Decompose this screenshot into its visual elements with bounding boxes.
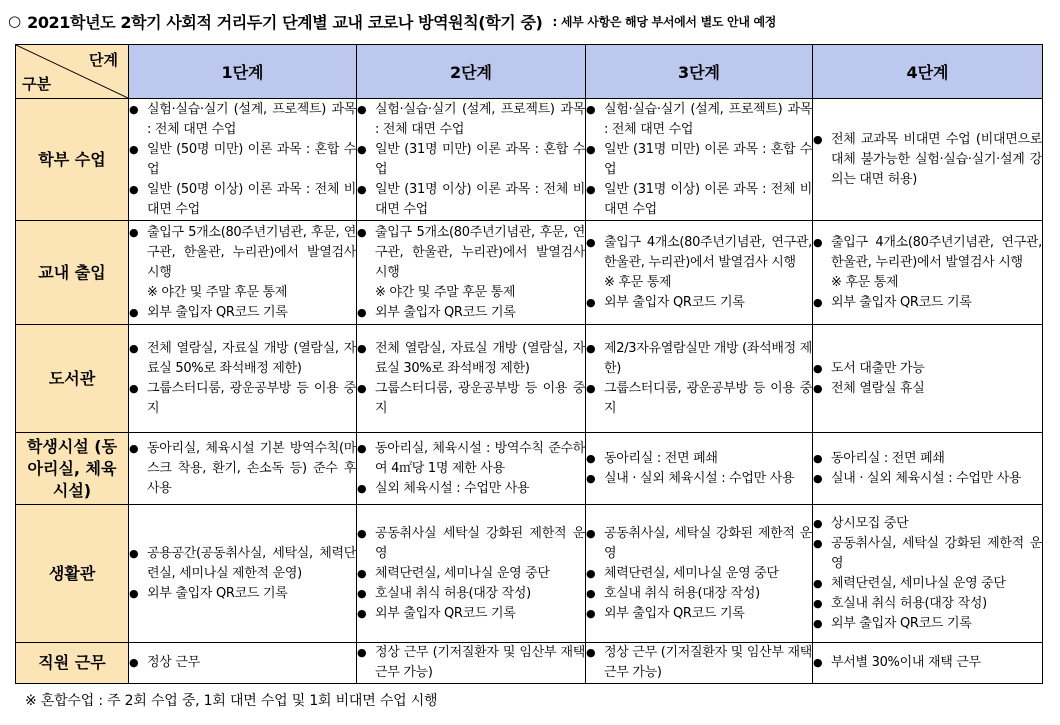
bullet-list (357, 643, 585, 683)
stage-cell (129, 325, 357, 433)
list-item: ● 그룹스터디룸, 광운공부방 등 이용 중지 (586, 379, 812, 419)
list-item: ● 외부 출입자 QR코드 기록 (813, 614, 1042, 634)
bullet-list (586, 524, 812, 624)
list-item: ● 일반 (31명 미만) 이론 과목 : 혼합 수업 (357, 140, 585, 180)
bullet-list (357, 524, 585, 624)
stage-cell (586, 325, 813, 433)
list-item: ● 전체 열람실, 자료실 개방 (열람실, 자료실 50%로 좌석배정 제한) (129, 339, 356, 379)
stage-header-3: 3단계 (586, 45, 813, 99)
bullet-list (586, 643, 812, 683)
bullet-list (813, 233, 1042, 273)
bullet-list (357, 303, 585, 323)
list-item: ● 일반 (50명 미만) 이론 과목 : 혼합 수업 (129, 140, 356, 180)
table-row (16, 99, 1043, 221)
table-row (16, 643, 1043, 684)
list-item: ● 도서 대출만 가능 (813, 359, 1042, 379)
stage-cell (129, 643, 357, 684)
stage-cell (357, 643, 586, 684)
list-item: ● 일반 (31명 이상) 이론 과목 : 전체 비대면 수업 (357, 180, 585, 220)
table-row (16, 505, 1043, 643)
list-item: ● 실험·실습·실기 (설계, 프로젝트) 과목 : 전체 대면 수업 (357, 100, 585, 140)
circle-bullet-icon: ○ (8, 11, 22, 30)
bullet-list (129, 653, 356, 673)
list-item: ● 호실내 취식 허용(대장 작성) (813, 594, 1042, 614)
list-item: ● 정상 근무 (129, 653, 356, 673)
list-item: ● 실험·실습·실기 (설계, 프로젝트) 과목 : 전체 대면 수업 (586, 100, 812, 140)
list-item: ● 전체 열람실, 자료실 개방 (열람실, 자료실 30%로 좌석배정 제한) (357, 339, 585, 379)
stage-cell (813, 325, 1043, 433)
stage-cell (357, 221, 586, 325)
bullet-list (129, 439, 356, 499)
stage-cell (813, 221, 1043, 325)
list-item: ● 출입구 5개소(80주년기념관, 후문, 연구관, 한울관, 누리관)에서 발열검사 시행 (357, 223, 585, 283)
stage-cell (813, 505, 1043, 643)
list-item: ● 호실내 취식 허용(대장 작성) (586, 584, 812, 604)
bullet-list (129, 339, 356, 419)
footnote: ※ 혼합수업 : 주 2회 수업 중, 1회 대면 수업 및 1회 비대면 수업 시행 (25, 693, 438, 709)
row-label: 생활관 (16, 505, 129, 643)
list-item: ● 공동취사실, 세탁실 강화된 제한적 운영 (813, 534, 1042, 574)
bullet-list (813, 359, 1042, 399)
list-item: ● 외부 출입자 QR코드 기록 (357, 303, 585, 323)
list-item: ● 실내 · 실외 체육시설 : 수업만 사용 (813, 469, 1042, 489)
bullet-list (813, 293, 1042, 313)
stage-cell (586, 433, 813, 505)
list-item: ● 실외 체육시설 : 수업만 사용 (357, 479, 585, 499)
bullet-list (586, 100, 812, 220)
stage-cell (586, 221, 813, 325)
bullet-list (357, 339, 585, 419)
stage-cell (129, 505, 357, 643)
list-item: ● 외부 출입자 QR코드 기록 (129, 584, 356, 604)
note-text: ※ 야간 및 주말 후문 통제 (147, 284, 288, 300)
note-text: ※ 후문 통제 (831, 274, 899, 290)
list-item: ● 체력단련실, 세미나실 운영 중단 (357, 564, 585, 584)
list-item: ● 제2/3자유열람실만 개방 (좌석배정 제한) (586, 339, 812, 379)
bullet-list (813, 449, 1042, 489)
list-item: ● 호실내 취식 허용(대장 작성) (357, 584, 585, 604)
list-item: ● 동아리실, 체육시설 : 방역수칙 준수하여 4㎡당 1명 제한 사용 (357, 439, 585, 479)
stage-cell (586, 643, 813, 684)
bullet-list (357, 439, 585, 499)
row-label: 교내 출입 (16, 221, 129, 325)
list-item: ● 공동취사실, 세탁실 강화된 제한적 운영 (586, 524, 812, 564)
stage-axis-label: 단계 (89, 51, 118, 69)
note-text: ※ 후문 통제 (604, 274, 672, 290)
bullet-list (357, 223, 585, 283)
row-label: 도서관 (16, 325, 129, 433)
list-item: ● 실험·실습·실기 (설계, 프로젝트) 과목 : 전체 대면 수업 (129, 100, 356, 140)
bullet-list (813, 653, 1042, 673)
stage-cell (357, 325, 586, 433)
list-item: ● 공동취사실 세탁실 강화된 제한적 운영 (357, 524, 585, 564)
list-item: ● 출입구 4개소(80주년기념관, 연구관, 한울관, 누리관)에서 발열검사 시행 (813, 233, 1042, 273)
list-item: ● 정상 근무 (기저질환자 및 임산부 재택근무 가능) (586, 643, 812, 683)
bullet-list (129, 303, 356, 323)
stage-cell (813, 643, 1043, 684)
list-item: ● 체력단련실, 세미나실 운영 중단 (813, 574, 1042, 594)
bullet-list (813, 130, 1042, 190)
list-item: ● 외부 출입자 QR코드 기록 (357, 604, 585, 624)
stage-cell (813, 433, 1043, 505)
list-item: ● 일반 (31명 이상) 이론 과목 : 전체 비대면 수업 (586, 180, 812, 220)
category-axis-label: 구분 (22, 75, 51, 93)
list-item: ● 동아리실 : 전면 폐쇄 (586, 449, 812, 469)
list-item: ● 부서별 30%이내 재택 근무 (813, 653, 1042, 673)
bullet-list (129, 223, 356, 283)
note-text: ※ 야간 및 주말 후문 통제 (375, 284, 516, 300)
list-item: ● 출입구 5개소(80주년기념관, 후문, 연구관, 한울관, 누리관)에서 발열검사 시행 (129, 223, 356, 283)
stage-cell (129, 99, 357, 221)
list-item: ● 상시모집 중단 (813, 514, 1042, 534)
stage-cell (586, 505, 813, 643)
policy-table (15, 44, 1043, 684)
bullet-list (129, 100, 356, 220)
row-label: 학생시설 (동아리실, 체육시설) (16, 433, 129, 505)
list-item: ● 공용공간(공동취사실, 세탁실, 체력단련실, 세미나실 제한적 운영) (129, 544, 356, 584)
list-item: ● 실내 · 실외 체육시설 : 수업만 사용 (586, 469, 812, 489)
document-title (8, 8, 1052, 34)
table-row (16, 325, 1043, 433)
list-item: ● 외부 출입자 QR코드 기록 (129, 303, 356, 323)
list-item: ● 일반 (31명 미만) 이론 과목 : 혼합 수업 (586, 140, 812, 180)
bullet-list (586, 449, 812, 489)
list-item: ● 외부 출입자 QR코드 기록 (586, 604, 812, 624)
list-item: ● 동아리실 : 전면 폐쇄 (813, 449, 1042, 469)
stage-cell (129, 433, 357, 505)
stage-header-4: 4단계 (813, 45, 1043, 99)
header-row (16, 45, 1043, 99)
bullet-list (357, 100, 585, 220)
table-row (16, 221, 1043, 325)
stage-header-2: 2단계 (357, 45, 586, 99)
stage-cell (129, 221, 357, 325)
title-subtitle: : 세부 사항은 해당 부서에서 별도 안내 예정 (552, 14, 777, 29)
stage-cell (586, 99, 813, 221)
bullet-list (129, 544, 356, 604)
corner-header (16, 45, 129, 99)
bullet-list (586, 233, 812, 273)
stage-cell (357, 99, 586, 221)
row-label: 직원 근무 (16, 643, 129, 684)
list-item: ● 일반 (50명 이상) 이론 과목 : 전체 비대면 수업 (129, 180, 356, 220)
table-row (16, 433, 1043, 505)
title-main: 2021학년도 2학기 사회적 거리두기 단계별 교내 코로나 방역원칙(학기 중) (27, 12, 543, 32)
list-item: ● 전체 교과목 비대면 수업 (비대면으로 대체 불가능한 실험·실습·실기·설계 강의는 대면 허용) (813, 130, 1042, 190)
stage-header-1: 1단계 (129, 45, 357, 99)
list-item: ● 체력단련실, 세미나실 운영 중단 (586, 564, 812, 584)
list-item: ● 동아리실, 체육시설 기본 방역수칙(마스크 착용, 환기, 손소독 등) 준수 후 사용 (129, 439, 356, 499)
bullet-list (813, 514, 1042, 634)
bullet-list (586, 293, 812, 313)
stage-cell (813, 99, 1043, 221)
stage-cell (357, 505, 586, 643)
stage-cell (357, 433, 586, 505)
list-item: ● 전체 열람실 휴실 (813, 379, 1042, 399)
row-label: 학부 수업 (16, 99, 129, 221)
list-item: ● 외부 출입자 QR코드 기록 (813, 293, 1042, 313)
list-item: ● 그룹스터디룸, 광운공부방 등 이용 중지 (357, 379, 585, 419)
list-item: ● 출입구 4개소(80주년기념관, 연구관, 한울관, 누리관)에서 발열검사 시행 (586, 233, 812, 273)
list-item: ● 외부 출입자 QR코드 기록 (586, 293, 812, 313)
bullet-list (586, 339, 812, 419)
list-item: ● 정상 근무 (기저질환자 및 임산부 재택근무 가능) (357, 643, 585, 683)
list-item: ● 그룹스터디룸, 광운공부방 등 이용 중지 (129, 379, 356, 419)
